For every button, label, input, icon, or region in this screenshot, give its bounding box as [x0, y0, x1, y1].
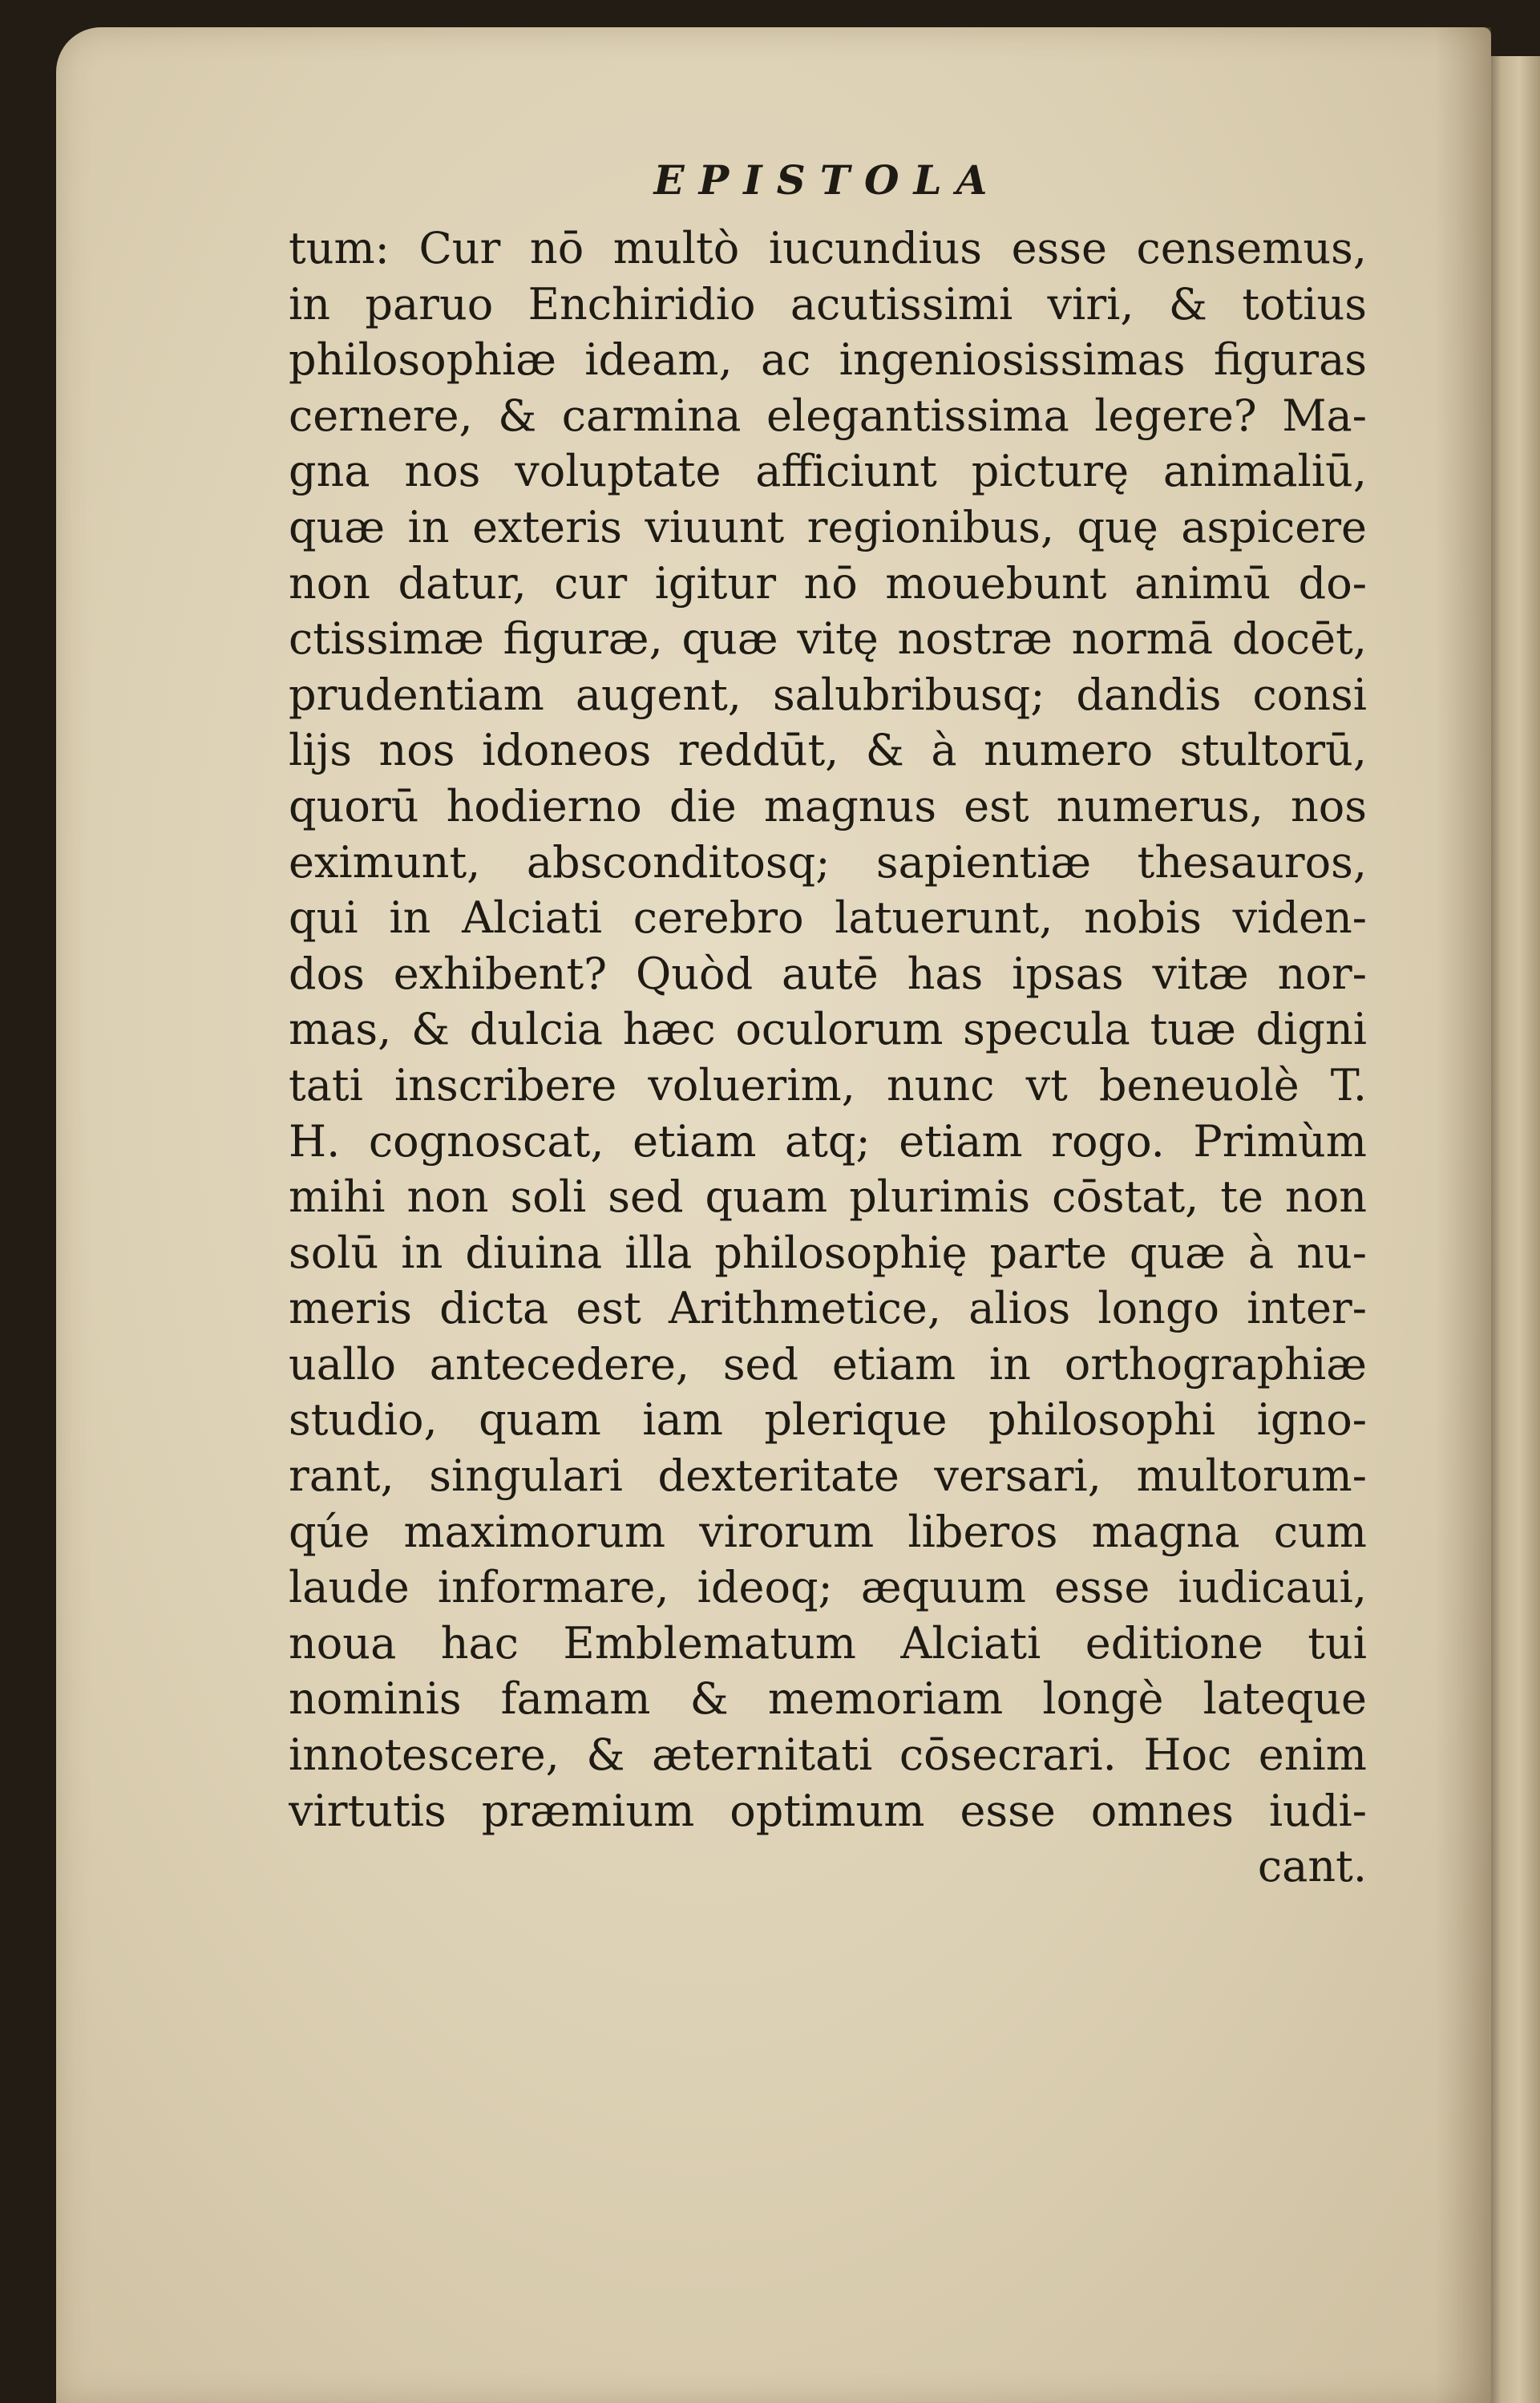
text-line: quæ in exteris viuunt regionibus, quę aspicere [289, 501, 1367, 552]
text-line: mihi non soli sed quam plurimis cōstat, te non [289, 1171, 1367, 1223]
gutter-shadow [1435, 27, 1491, 2403]
text-line: nominis famam & memoriam longè lateque [289, 1673, 1367, 1725]
text-line: philosophiæ ideam, ac ingeniosissimas figuras [289, 334, 1367, 386]
text-block [289, 148, 1367, 1895]
text-line: cernere, & carmina elegantissima legere? Ma- [289, 390, 1367, 441]
text-line: innotescere, & æternitati cōsecrari. Hoc enim [289, 1729, 1367, 1781]
text-line: rant, singulari dexteritate versari, multorum- [289, 1450, 1367, 1502]
text-line: solū in diuina illa philosophię parte quæ à nu- [289, 1227, 1367, 1278]
text-line: mas, & dulcia hæc oculorum specula tuæ digni [289, 1004, 1367, 1055]
text-line: in paruo Enchiridio acutissimi viri, & totius [289, 278, 1367, 330]
text-line: virtutis præmium optimum esse omnes iudi- [289, 1785, 1367, 1836]
text-line: dos exhibent? Quòd autē has ipsas vitæ nor- [289, 948, 1367, 999]
text-line: tum: Cur nō multò iucundius esse censemus, [289, 223, 1367, 273]
text-line: ctissimæ figuræ, quæ vitę nostræ normā docēt, [289, 613, 1367, 665]
text-line: uallo antecedere, sed etiam in orthographiæ [289, 1338, 1367, 1390]
text-line: laude informare, ideoq; æquum esse iudicaui, [289, 1562, 1367, 1613]
text-line: quorū hodierno die magnus est numerus, nos [289, 780, 1367, 831]
text-line: studio, quam iam plerique philosophi igno- [289, 1394, 1367, 1446]
running-head: EPISTOLA [653, 156, 1002, 204]
text-line: H. cognoscat, etiam atq; etiam rogo. Primùm [289, 1115, 1367, 1167]
text-line: qui in Alciati cerebro latuerunt, nobis viden- [289, 892, 1367, 944]
text-line: meris dicta est Arithmetice, alios longo inter- [289, 1283, 1367, 1334]
text-line: lijs nos idoneos reddūt, & à numero stultorū, [289, 725, 1367, 776]
text-line: gna nos voluptate afficiunt picturę animaliū, [289, 446, 1367, 497]
text-line: qúe maximorum virorum liberos magna cum [289, 1506, 1367, 1557]
adjacent-page-edge [1488, 56, 1540, 2403]
text-line: non datur, cur igitur nō mouebunt animū do- [289, 557, 1367, 609]
text-line: noua hac Emblematum Alciati editione tui [289, 1617, 1367, 1669]
text-line: cant. [1257, 1841, 1367, 1892]
text-line: prudentiam augent, salubribusq; dandis consi [289, 669, 1367, 720]
text-line: tati inscribere voluerim, nunc vt beneuolè T. [289, 1059, 1367, 1110]
text-line: eximunt, absconditosq; sapientiæ thesauros, [289, 836, 1367, 888]
